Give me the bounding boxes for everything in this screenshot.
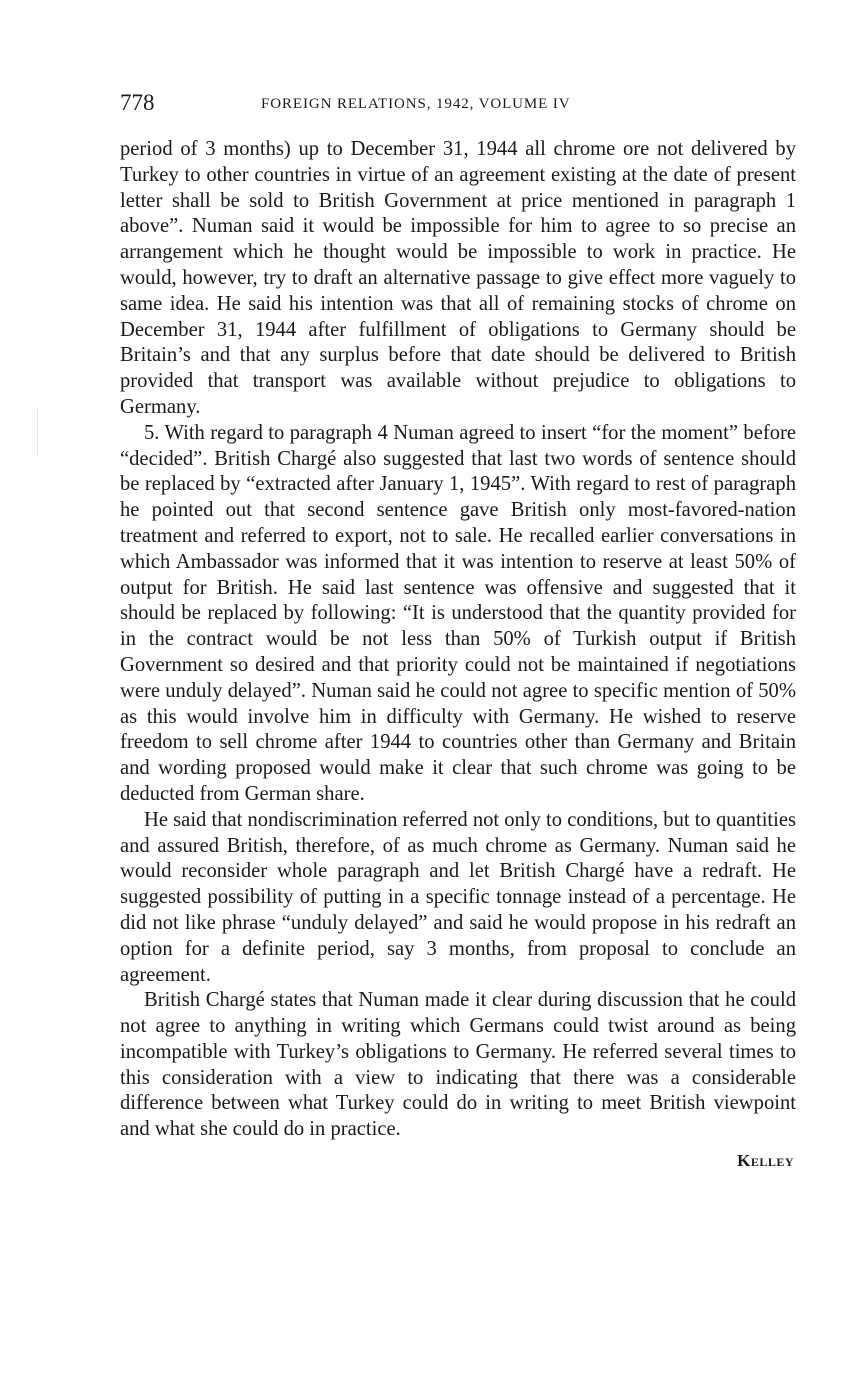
page-number: 778 — [120, 90, 155, 115]
document-page — [120, 88, 796, 1171]
paragraph-5: 5. With regard to paragraph 4 Numan agreed to insert “for the moment” before “decided”. British Chargé also suggested that last two words of sentence should be replaced by “extracted after January 1, 1945”. With regard to rest of paragraph he pointed out that second sentence gave British only most-favored-nation treatment and referred to export, not to sale. He recalled earlier conversations in which Ambassador was informed that it was intention to reserve at least 50% of output for British. He said last sentence was offensive and suggested that it should be replaced by following: “It is understood that the quantity provided for in the contract would be not less than 50% of Turkish output if British Government so desired and that priority could not be maintained if negotiations were unduly delayed”. Numan said he could not agree to specific mention of 50% as this would involve him in difficulty with Germany. He wished to reserve freedom to sell chrome after 1944 to countries other than Germany and Britain and wording proposed would make it clear that such chrome was going to be deducted from German share. — [120, 421, 796, 805]
paragraph-british-charge: British Chargé states that Numan made it clear during discussion that he could not agree to anything in writing which Germans could twist around as being incompatible with Turkey’s obligations to Germany. He referred several times to this consideration with a view to indicating that there was a considerable difference between what Turkey could do in writing to meet British viewpoint and what she could do in practice. — [120, 989, 796, 1141]
paragraph-nondiscrimination: He said that nondiscrimination referred not only to conditions, but to quantities and assured British, therefore, of as much chrome as Germany. Numan said he would reconsider whole paragraph and let British Chargé have a redraft. He suggested possibility of putting in a specific tonnage instead of a percentage. He did not like phrase “unduly delayed” and said he would propose in his redraft an option for a definite period, say 3 months, from proposal to conclude an agreement. — [120, 808, 797, 986]
margin-mark — [37, 408, 38, 456]
running-title: FOREIGN RELATIONS, 1942, VOLUME IV — [261, 96, 571, 112]
document-body — [120, 137, 796, 1143]
paragraph-continuation: period of 3 months) up to December 31, 1944 all chrome ore not delivered by Turkey to other countries in virtue of an agreement existing at the date of present letter shall be sold to British Government at price mentioned in paragraph 1 above”. Numan said it would be impossible for him to agree to so precise an arrangement which he thought would be impossible to work in practice. He would, however, try to draft an alternative passage to give effect more vaguely to same idea. He said his intention was that all of remaining stocks of chrome on December 31, 1944 after fulfillment of obligations to Germany should be Britain’s and that any surplus before that date should be delivered to British provided that transport was available without prejudice to obligations to Germany. — [120, 138, 796, 418]
running-header — [120, 88, 796, 122]
signature: Kelley — [737, 1151, 794, 1171]
